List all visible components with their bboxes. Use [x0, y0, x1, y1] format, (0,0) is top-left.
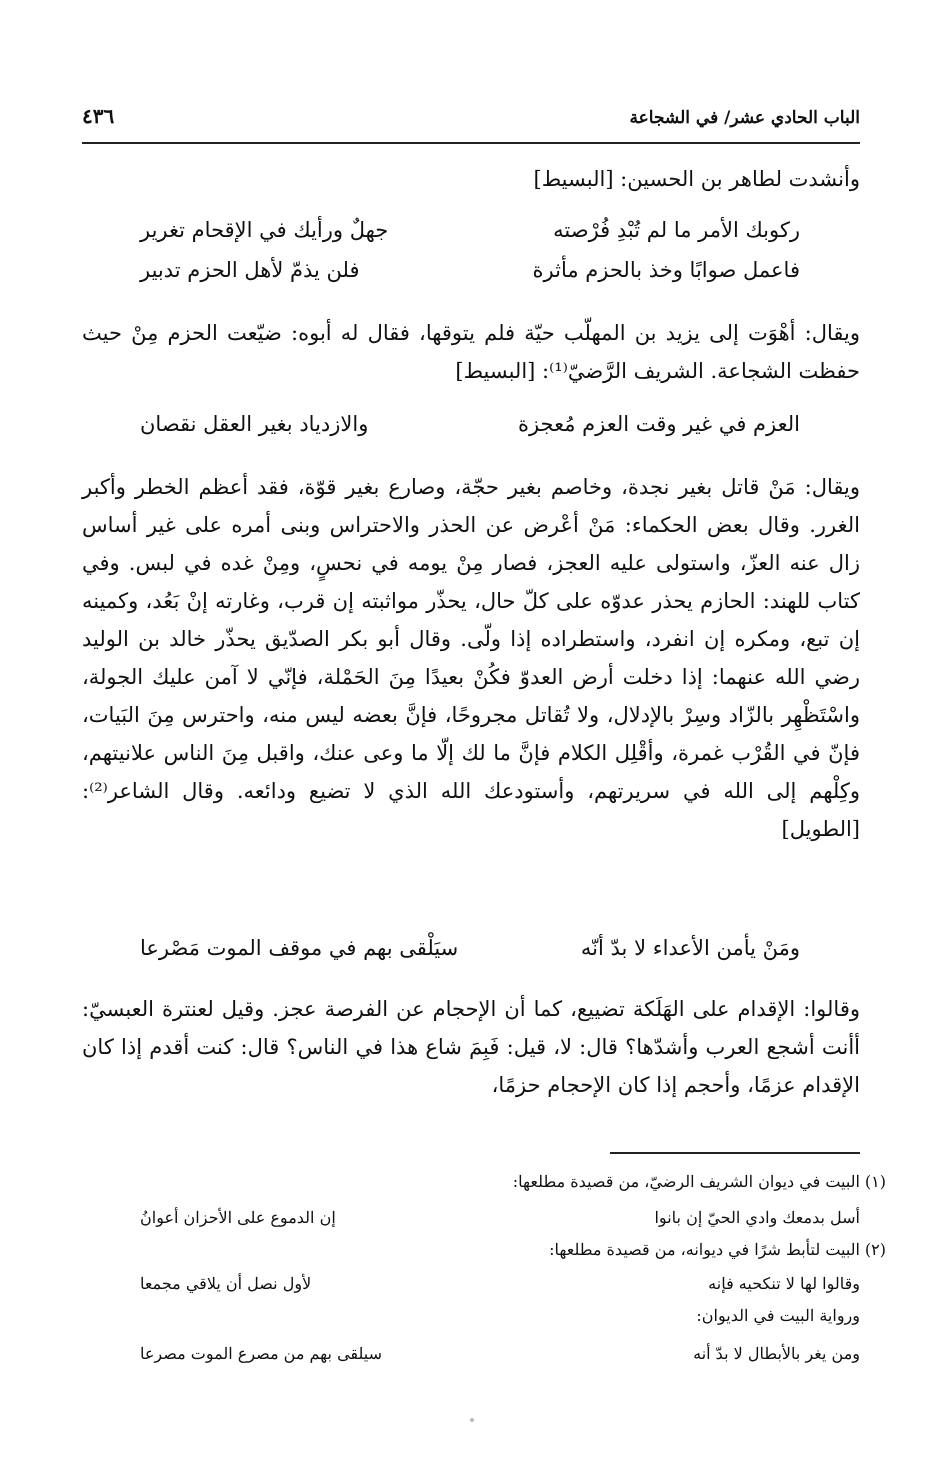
footnote-text: البيت في ديوان الشريف الرضيّ، من قصيدة مطلعها: — [512, 1172, 860, 1191]
verse-line — [140, 412, 800, 452]
footnote-number: (٢) — [864, 1240, 886, 1259]
footnote-verse — [140, 1208, 860, 1232]
footnote-text: البيت لتأبط شرًا في ديوانه، من قصيدة مطلعها: — [549, 1240, 860, 1259]
verse-line — [140, 936, 800, 976]
main-text — [82, 150, 860, 1140]
verse-first-hemistich: ومن يغر بالأبطال لا بدّ أنه — [693, 1344, 860, 1363]
page-number: ٤٣٦ — [82, 104, 115, 128]
footnote-number: (١) — [864, 1172, 886, 1191]
footnote-verse — [140, 1344, 860, 1368]
verse-first-hemistich: فاعمل صوابًا وخذ بالحزم مأثرة — [532, 258, 800, 282]
verse-first-hemistich: ركوبك الأمر ما لم تُبْدِ فُرْصته — [553, 218, 800, 242]
footnote-1 — [140, 1172, 886, 1196]
verse-second-hemistich: إن الدموع على الأحزان أعوانُ — [140, 1208, 336, 1227]
verse-first-hemistich: أسل بدمعك وادي الحيّ إن بانوا — [654, 1208, 860, 1227]
page-header — [82, 100, 860, 144]
verse-second-hemistich: والازدياد بغير العقل نقصان — [140, 412, 369, 436]
scan-speck — [470, 1418, 474, 1422]
verse-first-hemistich: ومَنْ يأمن الأعداء لا بدّ أنّه — [580, 936, 800, 960]
verse-first-hemistich: وقالوا لها لا تنكحيه فإنه — [708, 1274, 860, 1293]
paragraph: ويقال: مَنْ قاتل بغير نجدة، وخاصم بغير حجّة، وصارع بغير قوّة، فقد أعظم الخطر وأكبر الغرر. وقال بعض الحكماء: مَنْ أعْرض عن الحذر والاحتراس وبنى أمره على غير أساس زال عنه العزّ، واستولى عليه العجز، فصار مِنْ يومه في نحسٍ، ومِنْ غده في لبس. وفي كتاب للهند: الحازم يحذر عدوّه على كلّ حال، يحذّر مواثبته إن قرب، وغارته إنْ بَعُد، وكمينه إن تبع، ومكره إن انفرد، واستطراده إذا ولّى. وقال أبو بكر الصدّيق يحذّر خالد بن الوليد رضي الله عنهما: إذا دخلت أرض العدوّ فكُنْ بعيدًا مِنَ الحَمْلة، فإنّي لا آمن عليك الجولة، واسْتَظْهِر بالزّاد وسِرْ بالإدلال، ولا تُقاتل مجروحًا، فإنَّ بعضه ليس منه، واحترس مِنَ البَيات، فإنّ في القُرْب غمرة، وأقْلِل الكلام فإنَّ ما لك إلّا ما وعى عنك، واقبل مِنَ الناس علانيتهم، وكِلْهم إلى الله في سريرتهم، وأستودعك الله الذي لا تضيع ودائعه. وقال الشاعر⁽²⁾: [الطويل] — [82, 475, 860, 841]
verse-second-hemistich: سيَلْقى بهم في موقف الموت مَصْرعا — [140, 936, 459, 960]
footnote-verse — [140, 1274, 860, 1298]
verse-second-hemistich: فلن يذمّ لأهل الحزم تدبير — [140, 258, 360, 282]
verse-second-hemistich: لأول نصل أن يلاقي مجمعا — [140, 1274, 312, 1293]
paragraph-intro: وأنشدت لطاهر بن الحسين: [البسيط] — [533, 167, 860, 191]
footnote-note — [140, 1306, 860, 1330]
running-title: الباب الحادي عشر/ في الشجاعة — [629, 108, 860, 128]
paragraph: ويقال: أهْوَت إلى يزيد بن المهلّب حيّة فلم يتوقها، فقال له أبوه: ضيّعت الحزم مِنْ حيث حفظت الشجاعة. الشريف الرَّضيّ⁽¹⁾: [البسيط] — [82, 321, 860, 383]
paragraph: وقالوا: الإقدام على الهَلَكة تضييع، كما أن الإحجام عن الفرصة عجز. وقيل لعنترة العبسيّ: أأنت أشجع العرب وأشدّها؟ قال: لا، قيل: فَبِمَ شاع هذا في الناس؟ قال: كنت أقدم إذا كان الإقدام عزمًا، وأحجم إذا كان الإحجام حزمًا، — [82, 997, 860, 1097]
verse-second-hemistich: سيلقى بهم من مصرع الموت مصرعا — [140, 1344, 383, 1363]
footnote-2 — [140, 1240, 886, 1264]
verse-second-hemistich: جهلٌ ورأيك في الإقحام تغرير — [140, 218, 389, 242]
verse-first-hemistich: العزم في غير وقت العزم مُعجزة — [517, 412, 800, 436]
verse-line — [140, 258, 800, 298]
footnote-text: ورواية البيت في الديوان: — [696, 1306, 860, 1325]
verse-line — [140, 218, 800, 258]
